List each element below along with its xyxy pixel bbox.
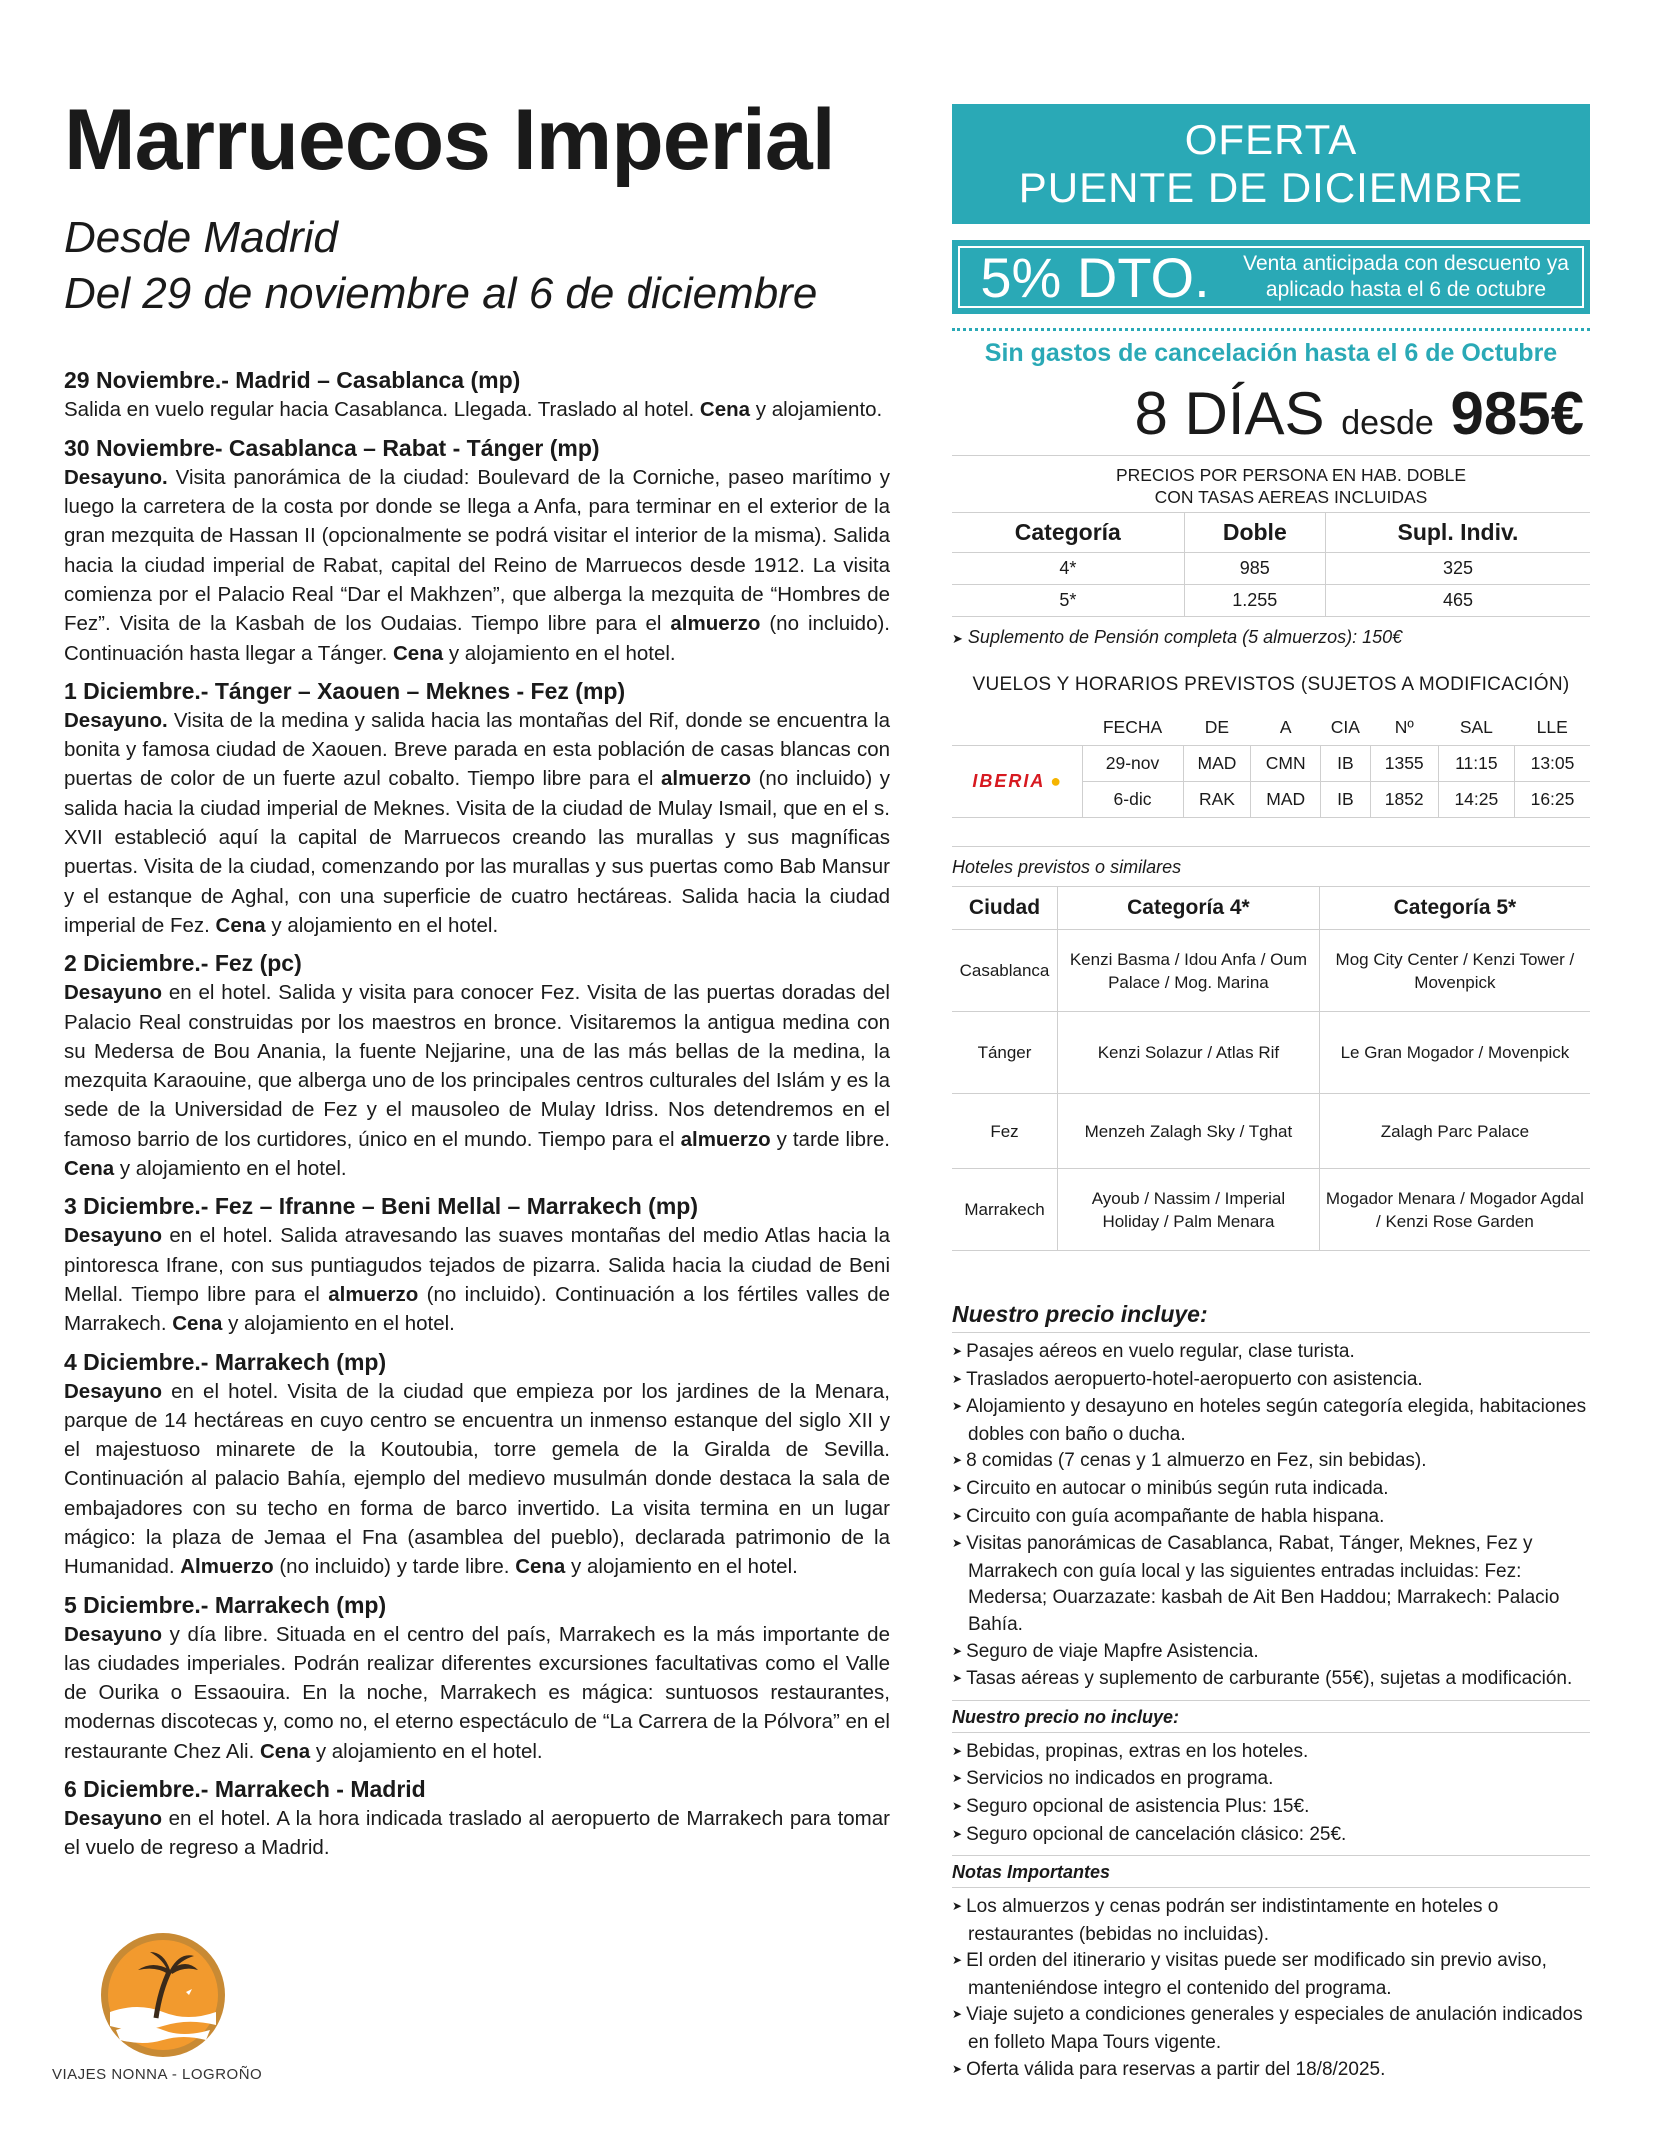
itinerary-column bbox=[64, 92, 890, 1872]
list-item: ➤ Tasas aéreas y suplemento de carburante (55€), sujetas a modificación. bbox=[952, 1666, 1590, 1694]
includes-title: Nuestro precio incluye: bbox=[952, 1301, 1208, 1327]
itinerary-day bbox=[64, 366, 890, 424]
itinerary-day bbox=[64, 949, 890, 1183]
list-item: ➤ Bebidas, propinas, extras en los hoteles. bbox=[952, 1739, 1590, 1767]
table-row: Casablanca Kenzi Basma / Idou Anfa / Oum Palace / Mog. Marina Mog City Center / Kenzi Tower / Movenpick bbox=[952, 930, 1590, 1012]
iberia-logo: IBERIA bbox=[972, 771, 1046, 791]
price-note: PRECIOS POR PERSONA EN HAB. DOBLE CON TASAS AEREAS INCLUIDAS bbox=[1115, 465, 1467, 507]
day-description: Desayuno. Visita de la medina y salida hacia las montañas del Rif, donde se encuentra la bonita y famosa ciudad de Xaouen. Breve parada en esta población de casas blancas con puertas de color de un fuerte azul cobalto. Tiempo libre para el almuerzo (no incluido) y salida hacia la ciudad imperial de Meknes. Visita de la ciudad de Mulay Ismail, que en el s. XVII estableció aquí la capital de Marruecos creando las murallas y sus magníficas puertas. Visita de la ciudad, comenzando por las murallas y sus puertas como Bab Mansur y el estanque de Aghal, con una superficie de cuatro hectáreas. Salida hacia la ciudad imperial de Fez. Cena y alojamiento en el hotel. bbox=[64, 708, 890, 937]
offer-banner bbox=[952, 104, 1590, 224]
list-item: ➤ Seguro opcional de asistencia Plus: 15€. bbox=[952, 1794, 1590, 1822]
offer-line2: PUENTE DE DICIEMBRE bbox=[1018, 164, 1524, 211]
no-cancellation-note: Sin gastos de cancelación hasta el 6 de Octubre bbox=[984, 339, 1558, 367]
iberia-wing-icon: ● bbox=[1050, 771, 1062, 791]
list-item: ➤ Alojamiento y desayuno en hoteles según categoría elegida, habitaciones dobles con baño o ducha. bbox=[952, 1394, 1590, 1448]
itinerary-days bbox=[64, 366, 890, 1862]
itinerary-day bbox=[64, 434, 890, 668]
itinerary-day bbox=[64, 677, 890, 940]
page-title: Marruecos Imperial bbox=[64, 92, 835, 188]
list-item: ➤ Servicios no indicados en programa. bbox=[952, 1766, 1590, 1794]
table-row: Marrakech Ayoub / Nassim / Imperial Holiday / Palm Menara Mogador Menara / Mogador Agdal / Kenzi Rose Garden bbox=[952, 1169, 1590, 1251]
list-item: ➤ Traslados aeropuerto-hotel-aeropuerto con asistencia. bbox=[952, 1367, 1590, 1395]
day-description: Desayuno en el hotel. A la hora indicada traslado al aeropuerto de Marrakech para tomar el vuelo de regreso a Madrid. bbox=[64, 1807, 890, 1860]
flights-table: FECHA DE A CIA Nº SAL LLE IBERIA ● 29-nov MAD CMN IB 1355 11:15 13:05 6-dic RAK MAD IB 1852 14:25 16:25 bbox=[952, 710, 1590, 818]
excludes-title: Nuestro precio no incluye: bbox=[952, 1700, 1590, 1728]
list-item: ➤ Circuito en autocar o minibús según ruta indicada. bbox=[952, 1476, 1590, 1504]
price-amount: 985€ bbox=[1450, 380, 1584, 447]
table-row: 5* 1.255 465 bbox=[952, 585, 1590, 617]
table-row: Tánger Kenzi Solazur / Atlas Rif Le Gran Mogador / Movenpick bbox=[952, 1012, 1590, 1094]
price-headline bbox=[952, 382, 1590, 455]
price-col-header: Supl. Indiv. bbox=[1325, 513, 1590, 553]
list-item: ➤ Visitas panorámicas de Casablanca, Rabat, Tánger, Meknes, Fez y Marrakech con guía local y las siguientes entradas incluidas: Fez: Medersa; Ouarzazate: kasbah de Ait Ben Haddou; Marrakech: Palacio Bahía. bbox=[952, 1531, 1590, 1638]
price-from-label: desde bbox=[1341, 404, 1434, 442]
offer-line1: OFERTA bbox=[1184, 116, 1358, 163]
list-item: ➤ Pasajes aéreos en vuelo regular, clase turista. bbox=[952, 1339, 1590, 1367]
hotels-caption: Hoteles previstos o similares bbox=[952, 846, 1590, 878]
price-col-header: Categoría bbox=[1014, 519, 1121, 545]
excludes-list bbox=[952, 1732, 1590, 1849]
day-description: Desayuno. Visita panorámica de la ciudad: Boulevard de la Corniche, paseo marítimo y luego la carretera de la costa por donde se llega a Anfa, para terminar en el exterior de la gran mezquita de Hassan II (opcionalmente se podrá visitar el interior de la misma). Salida hacia la ciudad imperial de Rabat, capital del Reino de Marruecos desde 1912. La visita comienza por el Palacio Real “Dar el Makhzen”, que alberga la mezquita de “Hombres de Fez”. Visita de la Kasbah de los Oudaias. Tiempo libre para el almuerzo (no incluido). Continuación hasta llegar a Tánger. Cena y alojamiento en el hotel. bbox=[64, 465, 890, 665]
itinerary-day bbox=[64, 1775, 890, 1863]
subtitle-origin: Desde Madrid bbox=[64, 213, 338, 263]
supplement-note: ➤ Suplemento de Pensión completa (5 almuerzos): 150€ bbox=[952, 627, 1403, 647]
discount-description: Venta anticipada con descuento ya aplicado hasta el 6 de octubre bbox=[1243, 252, 1569, 301]
day-description: Desayuno en el hotel. Visita de la ciudad que empieza por los jardines de la Menara, parque de 14 hectáreas en cuyo centro se encuentra un inmenso estanque del siglo XII y el majestuoso minarete de la Koutoubia, torre gemela de la Giralda de Sevilla. Continuación al palacio Bahía, ejemplo del medievo musulmán donde destaca la sala de embajadores con su techo en forma de barco invertido. La visita termina en un lugar mágico: la plaza de Jemaa el Fna (asamblea del pueblo), declarada patrimonio de la Humanidad. Almuerzo (no incluido) y tarde libre. Cena y alojamiento en el hotel. bbox=[64, 1379, 890, 1579]
dotted-divider bbox=[952, 328, 1590, 331]
table-row: IBERIA ● 29-nov MAD CMN IB 1355 11:15 13:05 bbox=[952, 746, 1590, 782]
list-item: ➤ Viaje sujeto a condiciones generales y especiales de anulación indicados en folleto Mapa Tours vigente. bbox=[952, 2002, 1590, 2056]
notes-list bbox=[952, 1887, 1590, 2084]
flights-title: VUELOS Y HORARIOS PREVISTOS (SUJETOS A MODIFICACIÓN) bbox=[972, 674, 1570, 695]
hotels-table: Ciudad Categoría 4* Categoría 5* Casablanca Kenzi Basma / Idou Anfa / Oum Palace / Mog. Marina Mog City Center / Kenzi Tower / Movenpick Tánger Kenzi Solazur / Atlas Rif Le Gran Mogador / Movenpick Fez Menzeh Zalagh Sky / Tghat Zalagh Parc Palace Marrakech Ayoub / Nassim / Imperial Holiday / Palm Menara Mogador Menara / Mogador Agdal / Kenzi Rose Garden bbox=[952, 886, 1590, 1251]
price-table bbox=[952, 512, 1590, 617]
list-item: ➤ 8 comidas (7 cenas y 1 almuerzo en Fez, sin bebidas). bbox=[952, 1448, 1590, 1476]
subtitle bbox=[64, 207, 890, 324]
day-title: 30 Noviembre- Casablanca – Rabat - Tánger (mp) bbox=[64, 434, 600, 461]
list-item: ➤ El orden del itinerario y visitas puede ser modificado sin previo aviso, manteniéndose integro el contenido del programa. bbox=[952, 1948, 1590, 2002]
table-row: 4* 985 325 bbox=[952, 553, 1590, 585]
arrow-bullet-icon: ➤ bbox=[952, 631, 963, 646]
day-description: Salida en vuelo regular hacia Casablanca. Llegada. Traslado al hotel. Cena y alojamiento. bbox=[64, 398, 883, 422]
offer-column bbox=[952, 104, 1590, 2084]
travel-agency-logo bbox=[98, 1930, 228, 2060]
discount-banner bbox=[952, 240, 1590, 314]
day-description: Desayuno en el hotel. Salida atravesando las suaves montañas del medio Atlas hacia la pintoresca Ifrane, con sus puntiagudos tejados de pizarra. Salida hacia la ciudad de Beni Mellal. Tiempo libre para el almuerzo (no incluido). Continuación a los fértiles valles de Marrakech. Cena y alojamiento en el hotel. bbox=[64, 1224, 890, 1336]
itinerary-day bbox=[64, 1591, 890, 1766]
list-item: ➤ Oferta válida para reservas a partir del 18/8/2025. bbox=[952, 2057, 1590, 2085]
discount-percent: 5% DTO. bbox=[980, 245, 1210, 309]
list-item: ➤ Los almuerzos y cenas podrán ser indistintamente en hoteles o restaurantes (bebidas no incluidas). bbox=[952, 1894, 1590, 1948]
day-title: 2 Diciembre.- Fez (pc) bbox=[64, 950, 302, 977]
logo-text: VIAJES NONNA - LOGROÑO bbox=[52, 2066, 263, 2083]
day-title: 1 Diciembre.- Tánger – Xaouen – Meknes - Fez (mp) bbox=[64, 677, 626, 704]
day-title: 6 Diciembre.- Marrakech - Madrid bbox=[64, 1776, 426, 1803]
day-title: 29 Noviembre.- Madrid – Casablanca (mp) bbox=[64, 367, 521, 394]
notes-title: Notas Importantes bbox=[952, 1855, 1590, 1883]
itinerary-day bbox=[64, 1192, 890, 1338]
day-title: 5 Diciembre.- Marrakech (mp) bbox=[64, 1591, 387, 1618]
list-item: ➤ Seguro de viaje Mapfre Asistencia. bbox=[952, 1639, 1590, 1667]
itinerary-day bbox=[64, 1348, 890, 1582]
table-row: 6-dic RAK MAD IB 1852 14:25 16:25 bbox=[952, 782, 1590, 818]
day-description: Desayuno y día libre. Situada en el centro del país, Marrakech es la más importante de las ciudades imperiales. Podrán realizar diferentes excursiones facultativas como el Valle de Ourika o Essaouira. En la noche, Marrakech es mágica: suntuosos restaurantes, modernas discotecas y, como no, el eterno espectáculo de “La Carrera de la Pólvora” en el restaurante Chez Ali. Cena y alojamiento en el hotel. bbox=[64, 1622, 890, 1763]
table-row: Fez Menzeh Zalagh Sky / Tghat Zalagh Parc Palace bbox=[952, 1094, 1590, 1169]
subtitle-dates: Del 29 de noviembre al 6 de diciembre bbox=[64, 268, 818, 318]
trip-duration: 8 DÍAS bbox=[1134, 380, 1325, 447]
list-item: ➤ Circuito con guía acompañante de habla hispana. bbox=[952, 1504, 1590, 1532]
includes-list bbox=[952, 1332, 1590, 1694]
day-title: 3 Diciembre.- Fez – Ifranne – Beni Mellal – Marrakech (mp) bbox=[64, 1193, 698, 1220]
day-description: Desayuno en el hotel. Salida y visita para conocer Fez. Visita de las puertas doradas del Palacio Real construidas por los maestros en bronce. Visitaremos la antigua medina con su Medersa de Bou Anania, la fuente Nejjarine, una de las más bellas de la medina, la mezquita Karaouine, que alberga uno de los principales centros culturales del Islám y es la sede de la Universidad de Fez y el mausoleo de Mulay Idriss. Nos detendremos en el famoso barrio de los curtidores, único en el mundo. Tiempo para el almuerzo y tarde libre. Cena y alojamiento en el hotel. bbox=[64, 981, 890, 1181]
list-item: ➤ Seguro opcional de cancelación clásico: 25€. bbox=[952, 1822, 1590, 1850]
day-title: 4 Diciembre.- Marrakech (mp) bbox=[64, 1348, 387, 1375]
price-col-header: Doble bbox=[1184, 513, 1325, 553]
